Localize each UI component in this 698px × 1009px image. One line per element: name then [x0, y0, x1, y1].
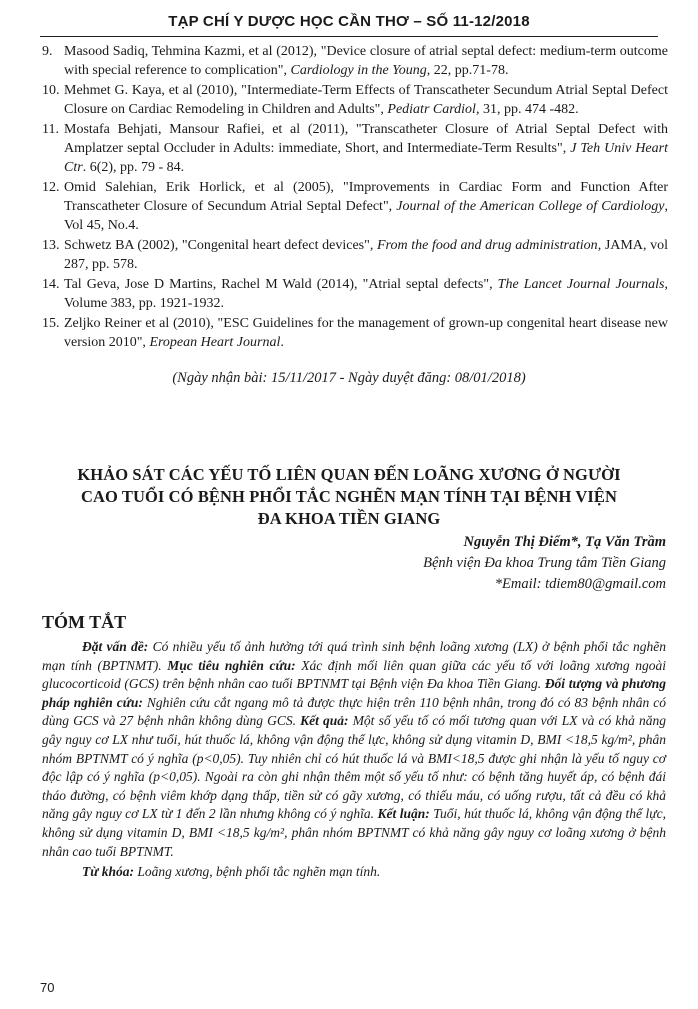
reference-item: 9. Masood Sadiq, Tehmina Kazmi, et al (2012), "Device closure of atrial septal defect: medium-term outcome with special reference to complication", Cardiology in the Young, 22, pp.71-78.: [42, 44, 668, 78]
reference-list: [42, 42, 668, 353]
reference-item: 12. Omid Salehian, Erik Horlick, et al (2005), "Improvements in Cardiac Form and Function After Transcatheter Closure of Secundum Atrial Septal Defect", Journal of the American College of Cardiology, Vol 45, No.4.: [42, 180, 668, 233]
received-date-note: (Ngày nhận bài: 15/11/2017 - Ngày duyệt đăng: 08/01/2018): [172, 370, 526, 386]
title-line: ĐA KHOA TIỀN GIANG: [257, 509, 441, 528]
abstract-body: [42, 638, 666, 882]
abstract-heading: TÓM TẮT: [42, 612, 127, 632]
reference-item: 15. Zeljko Reiner et al (2010), "ESC Guidelines for the management of grown-up congenital heart disease new version 2010", Eropean Heart Journal.: [42, 316, 668, 350]
author-block: [423, 532, 666, 595]
journal-header: TẠP CHÍ Y DƯỢC HỌC CẦN THƠ – SỐ 11-12/2018: [40, 8, 658, 37]
page-number: 70: [40, 980, 55, 995]
author-names: Nguyễn Thị Điểm*, Tạ Văn Trầm: [463, 534, 666, 550]
title-line: CAO TUỔI CÓ BỆNH PHỔI TẮC NGHẼN MẠN TÍNH TẠI BỆNH VIỆN: [80, 487, 618, 506]
reference-item: 10. Mehmet G. Kaya, et al (2010), "Intermediate-Term Effects of Transcatheter Secundum Atrial Septal Defect Closure on Cardiac Remodeling in Children and Adults", Pediatr Cardiol, 31, pp. 474 -482.: [42, 83, 668, 117]
article-title: [20, 464, 678, 530]
reference-item: 13. Schwetz BA (2002), "Congenital heart defect devices", From the food and drug administration, JAMA, vol 287, pp. 578.: [42, 238, 668, 272]
title-line: KHẢO SÁT CÁC YẾU TỐ LIÊN QUAN ĐẾN LOÃNG XƯƠNG Ở NGƯỜI: [77, 465, 621, 484]
author-email: *Email: tdiem80@gmail.com: [494, 576, 666, 592]
abstract-paragraph: Đặt vấn đề: Có nhiều yếu tố ảnh hưởng tới quá trình sinh bệnh loãng xương (LX) ở bệnh phổi tắc nghẽn mạn tính (BPTNMT). Mục tiêu nghiên cứu: Xác định mối liên quan giữa các yếu tố với loãng xương ngoài glucocorticoid (GCS) trên bệnh nhân cao tuổi BPTNMT tại Bệnh viện Đa khoa Tiền Giang. Đối tượng và phương pháp nghiên cứu: Nghiên cứu cắt ngang mô tả được thực hiện trên 110 bệnh nhân, trong đó có 83 bệnh nhân có dùng GCS và 27 bệnh nhân không dùng GCS. Kết quả: Một số yếu tố có mối tương quan với LX và có khả năng gây nguy cơ LX như tuổi, hút thuốc lá, không vận động thể lực, không sử dụng vitamin D, BMI <18,5 kg/m², phân nhóm BPTNMT có ý nghĩa (p<0,05). Tuy nhiên chỉ có hút thuốc lá và BMI<18,5 được ghi nhận là yếu tố nguy cơ độc lập có ý nghĩa (p<0,05). Ngoài ra còn ghi nhận thêm một số yếu tố như: có bệnh tăng huyết áp, có bệnh đái tháo đường, có bệnh viêm khớp dạng thấp, tiền sử có gãy xương, có thiếu máu, có uống rượu, tất cả đều có khả năng gây nguy cơ LX từ 1 đến 2 lần nhưng không có ý nghĩa. Kết luận: Tuổi, hút thuốc lá, không vận động thể lực, không sử dụng vitamin D, BMI <18,5 kg/m², phân nhóm BPTNMT có khả năng gây nguy cơ loãng xương ở bệnh nhân cao tuổi BPTNMT.: [42, 639, 667, 859]
reference-item: 14. Tal Geva, Jose D Martins, Rachel M Wald (2014), "Atrial septal defects", The Lancet Journal Journals, Volume 383, pp. 1921-1932.: [42, 277, 668, 311]
reference-item: 11. Mostafa Behjati, Mansour Rafiei, et al (2011), "Transcatheter Closure of Atrial Septal Defect with Amplatzer septal Occluder in Adults: immediate, Short, and Intermediate-Term Results", J Teh Univ Heart Ctr. 6(2), pp. 79 - 84.: [42, 122, 668, 175]
abstract-keywords: Từ khóa: Loãng xương, bệnh phổi tắc nghẽn mạn tính.: [82, 864, 381, 880]
author-affiliation: Bệnh viện Đa khoa Trung tâm Tiền Giang: [423, 555, 666, 571]
